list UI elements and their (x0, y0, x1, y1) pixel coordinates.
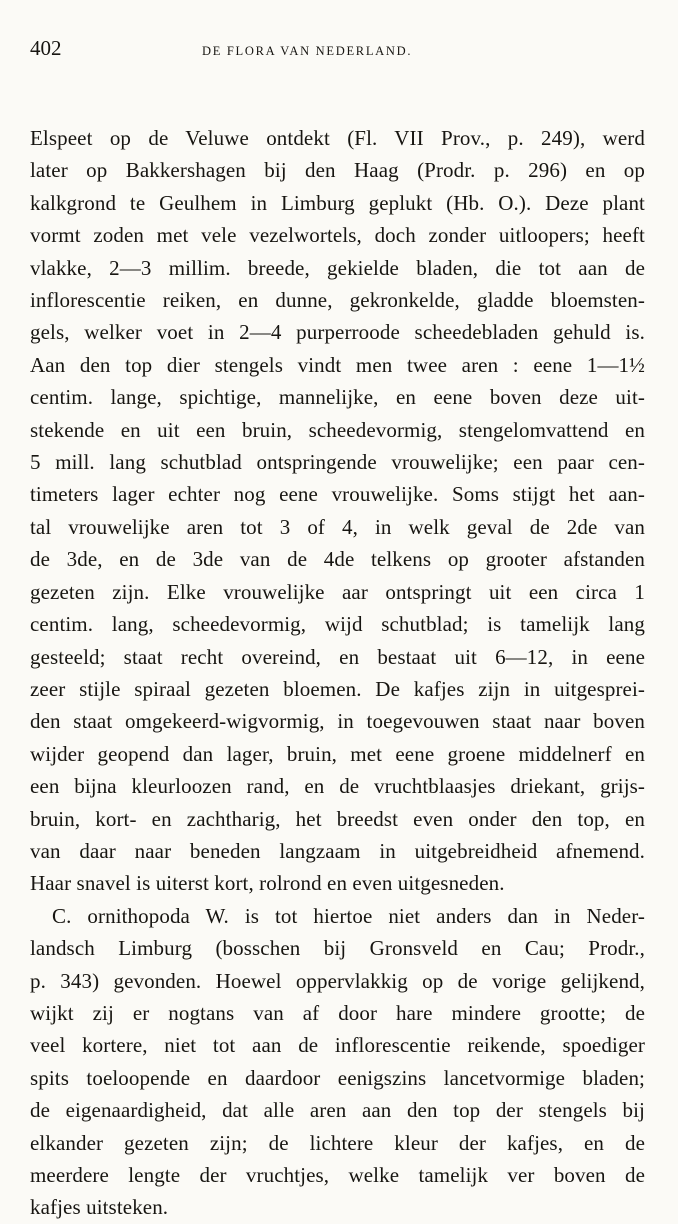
page-header (30, 36, 645, 66)
text-line: timeters lager echter nog eene vrouwelijke. Soms stijgt het aan- (30, 482, 645, 507)
text-line: centim. lange, spichtige, mannelijke, en eene boven deze uit- (30, 385, 645, 410)
text-line: wijder geopend dan lager, bruin, met eene groene middelnerf en (30, 741, 645, 766)
text-line: kalkgrond te Geulhem in Limburg geplukt (Hb. O.). Deze plant (30, 190, 645, 215)
running-title: DE FLORA VAN NEDERLAND. (202, 44, 413, 58)
text-line: elkander gezeten zijn; de lichtere kleur der kafjes, en de (30, 1130, 645, 1155)
text-line: veel kortere, niet tot aan de inflorescentie reikende, spoediger (30, 1033, 645, 1058)
text-line: gezeten zijn. Elke vrouwelijke aar ontspringt uit een circa 1 (30, 579, 645, 604)
text-line: zeer stijle spiraal gezeten bloemen. De kafjes zijn in uitgesprei- (30, 676, 645, 701)
text-line: centim. lang, scheedevormig, wijd schutblad; is tamelijk lang (30, 612, 645, 637)
text-line: spits toeloopende en daardoor eenigszins lancetvormige bladen; (30, 1065, 645, 1090)
text-line: den staat omgekeerd-wigvormig, in toegevouwen staat naar boven (30, 709, 645, 734)
text-line: een bijna kleurloozen rand, en de vruchtblaasjes driekant, grijs- (30, 774, 645, 799)
text-line: Elspeet op de Veluwe ontdekt (Fl. VII Prov., p. 249), werd (30, 126, 645, 150)
text-line: vormt zoden met vele vezelwortels, doch zonder uitloopers; heeft (30, 223, 645, 248)
text-line: p. 343) gevonden. Hoewel oppervlakkig op de vorige gelijkend, (30, 968, 645, 993)
text-line: Aan den top dier stengels vindt men twee aren : eene 1—1½ (30, 352, 645, 377)
text-line: kafjes uitsteken. (30, 1195, 169, 1220)
text-line: gesteeld; staat recht overeind, en bestaat uit 6—12, in eene (30, 644, 645, 669)
text-line: later op Bakkershagen bij den Haag (Prodr. p. 296) en op (30, 158, 645, 183)
text-line: inflorescentie reiken, en dunne, gekronkelde, gladde bloemsten- (30, 288, 645, 313)
text-line: van daar naar beneden langzaam in uitgebreidheid afnemend. (30, 838, 645, 863)
text-line: 5 mill. lang schutblad ontspringende vrouwelijke; een paar cen- (30, 450, 645, 475)
text-line: stekende en uit een bruin, scheedevormig, stengelomvattend en (30, 417, 645, 442)
text-line: vlakke, 2—3 millim. breede, gekielde bladen, die tot aan de (30, 255, 645, 280)
text-line: landsch Limburg (bosschen bij Gronsveld en Cau; Prodr., (30, 936, 645, 961)
text-line: C. ornithopoda W. is tot hiertoe niet anders dan in Neder- (52, 903, 645, 928)
text-line: wijkt zij er nogtans van af door hare mindere grootte; de (30, 1000, 645, 1025)
text-line: bruin, kort- en zachtharig, het breedst even onder den top, en (30, 806, 645, 831)
text-line: gels, welker voet in 2—4 purperroode scheedebladen gehuld is. (30, 320, 645, 345)
paragraph-carex-ornithopoda (30, 900, 645, 1224)
text-line: Haar snavel is uiterst kort, rolrond en even uitgesneden. (30, 871, 505, 896)
page-number: 402 (30, 36, 62, 60)
paragraph-carex-description (30, 122, 645, 900)
main-text (30, 122, 645, 1224)
text-line: de 3de, en de 3de van de 4de telkens op grooter afstanden (30, 547, 645, 572)
text-line: de eigenaardigheid, dat alle aren aan den top der stengels bij (30, 1098, 645, 1123)
text-line: meerdere lengte der vruchtjes, welke tamelijk ver boven de (30, 1163, 645, 1187)
text-line: tal vrouwelijke aren tot 3 of 4, in welk geval de 2de van (30, 514, 645, 539)
